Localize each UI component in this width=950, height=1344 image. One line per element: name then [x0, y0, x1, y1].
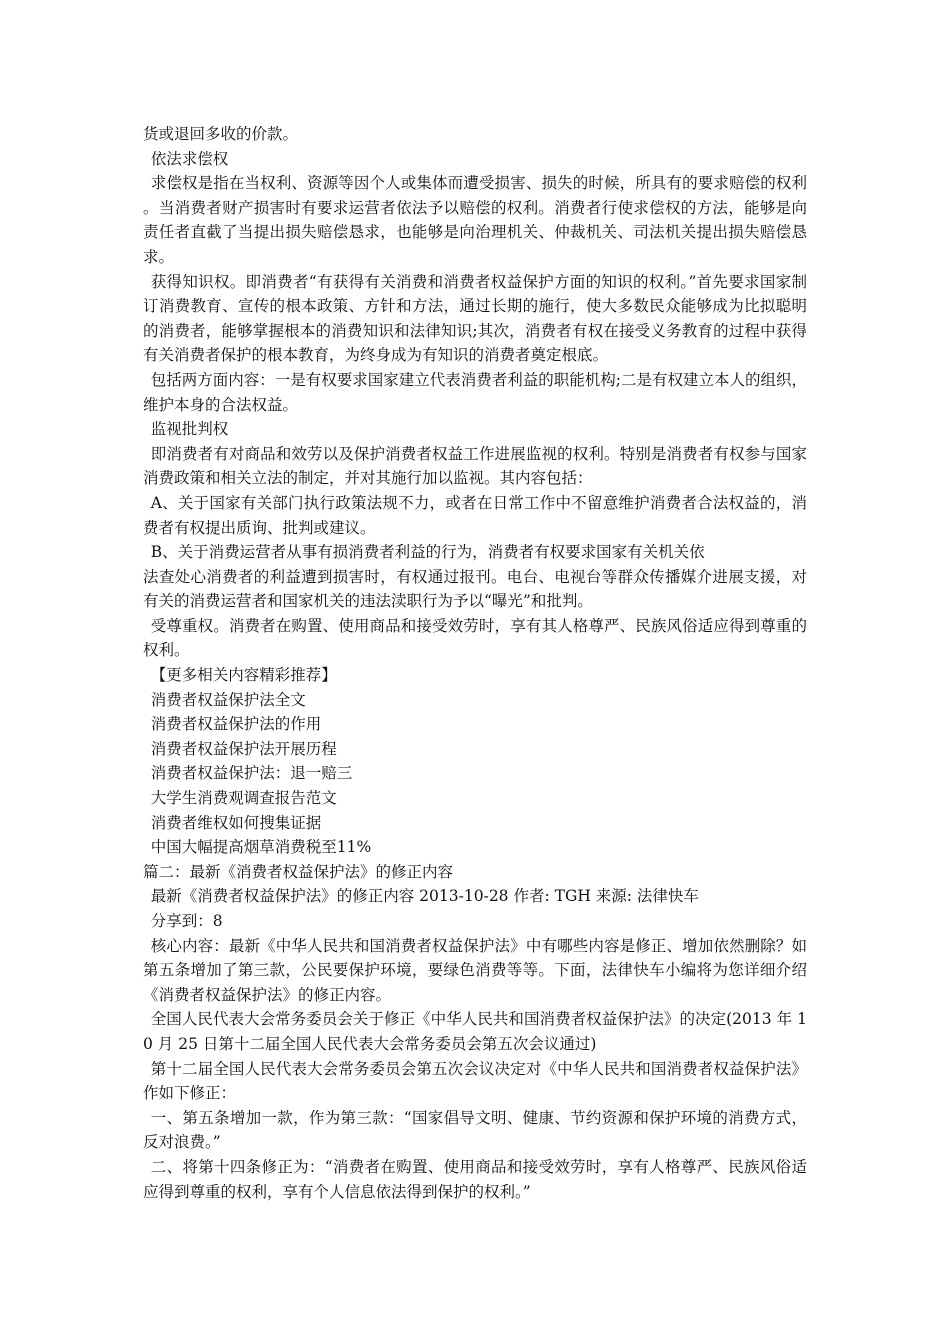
paragraph: 受尊重权。消费者在购置、使用商品和接受效劳时，享有其人格尊严、民族风俗适应得到尊重的权利。	[143, 616, 807, 660]
paragraph: 第十二届全国人民代表大会常务委员会第五次会议决定对《中华人民共和国消费者权益保护法》作如下修正：	[143, 1059, 807, 1103]
paragraph: 求偿权是指在当权利、资源等因个人或集体而遭受损害、损失的时候，所具有的要求赔偿的权利。当消费者财产损害时有要求运营者依法予以赔偿的权利。消费者行使求偿权的方法，能够是向责任者直截了当提出损失赔偿恳求，也能够是向治理机关、仲裁机关、司法机关提出损失赔偿恳求。	[143, 174, 807, 266]
paragraph: 即消费者有对商品和效劳以及保护消费者权益工作进展监视的权利。特别是消费者有权参与国家消费政策和相关立法的制定，并对其施行加以监视。其内容包括：	[143, 444, 807, 488]
recommend-link[interactable]: 消费者权益保护法的作用	[150, 715, 322, 734]
section-two-title: 篇二：最新《消费者权益保护法》的修正内容	[143, 862, 454, 881]
recommend-link[interactable]: 中国大幅提高烟草消费税至11%	[150, 838, 372, 857]
paragraph-item-a: A、关于国家有关部门执行政策法规不力，或者在日常工作中不留意维护消费者合法权益的，消费者有权提出质询、批判或建议。	[143, 493, 807, 537]
paragraph: 包括两方面内容：一是有权要求国家建立代表消费者利益的职能机构;二是有权建立本人的组织，维护本身的合法权益。	[143, 370, 807, 414]
recommend-link[interactable]: 消费者权益保护法全文	[150, 690, 306, 709]
heading-supervision-right: 监视批判权	[150, 420, 229, 439]
section-two	[143, 860, 807, 1204]
article-meta: 最新《消费者权益保护法》的修正内容 2013-10-28 作者: TGH 来源: 法律快车	[150, 887, 699, 906]
recommend-link[interactable]: 消费者维权如何搜集证据	[150, 813, 322, 832]
recommend-link[interactable]: 消费者权益保护法开展历程	[150, 739, 337, 758]
paragraph: 法查处心消费者的利益遭到损害时，有权通过报刊。电台、电视台等群众传播媒介进展支援，对有关的消费运营者和国家机关的违法渎职行为予以“曝光”和批判。	[143, 567, 807, 611]
recommend-heading: 【更多相关内容精彩推荐】	[150, 666, 337, 685]
section-rights	[143, 122, 807, 663]
heading-compensation-right: 依法求偿权	[150, 149, 229, 168]
paragraph: 核心内容：最新《中华人民共和国消费者权益保护法》中有哪些内容是修正、增加依然删除？如第五条增加了第三款，公民要保护环境，要绿色消费等等。下面，法律快车小编将为您详细介绍《消费者权益保护法》的修正内容。	[143, 936, 807, 1004]
recommend-link[interactable]: 大学生消费观调查报告范文	[150, 789, 337, 808]
document-page	[143, 122, 807, 1204]
share-count: 分享到：8	[150, 912, 223, 930]
recommend-link[interactable]: 消费者权益保护法：退一赔三	[150, 764, 353, 783]
paragraph: 货或退回多收的价款。	[143, 125, 299, 143]
paragraph: 一、第五条增加一款，作为第三款：“国家倡导文明、健康、节约资源和保护环境的消费方式，反对浪费。”	[143, 1108, 807, 1152]
paragraph: 全国人民代表大会常务委员会关于修正《中华人民共和国消费者权益保护法》的决定(2013 年 10 月 25 日第十二届全国人民代表大会常务委员会第五次会议通过)	[143, 1010, 807, 1053]
recommend-section	[143, 663, 807, 860]
paragraph-item-b: B、关于消费运营者从事有损消费者利益的行为，消费者有权要求国家有关机关依	[150, 543, 705, 562]
paragraph: 二、将第十四条修正为：“消费者在购置、使用商品和接受效劳时，享有人格尊严、民族风俗适应得到尊重的权利，享有个人信息依法得到保护的权利。”	[143, 1157, 807, 1201]
paragraph: 获得知识权。即消费者“有获得有关消费和消费者权益保护方面的知识的权利。”首先要求国家制订消费教育、宣传的根本政策、方针和方法，通过长期的施行，使大多数民众能够成为比拟聪明的消费者，能够掌握根本的消费知识和法律知识;其次，消费者有权在接受义务教育的过程中获得有关消费者保护的根本教育，为终身成为有知识的消费者奠定根底。	[143, 272, 807, 365]
recommend-link-list	[143, 688, 807, 860]
